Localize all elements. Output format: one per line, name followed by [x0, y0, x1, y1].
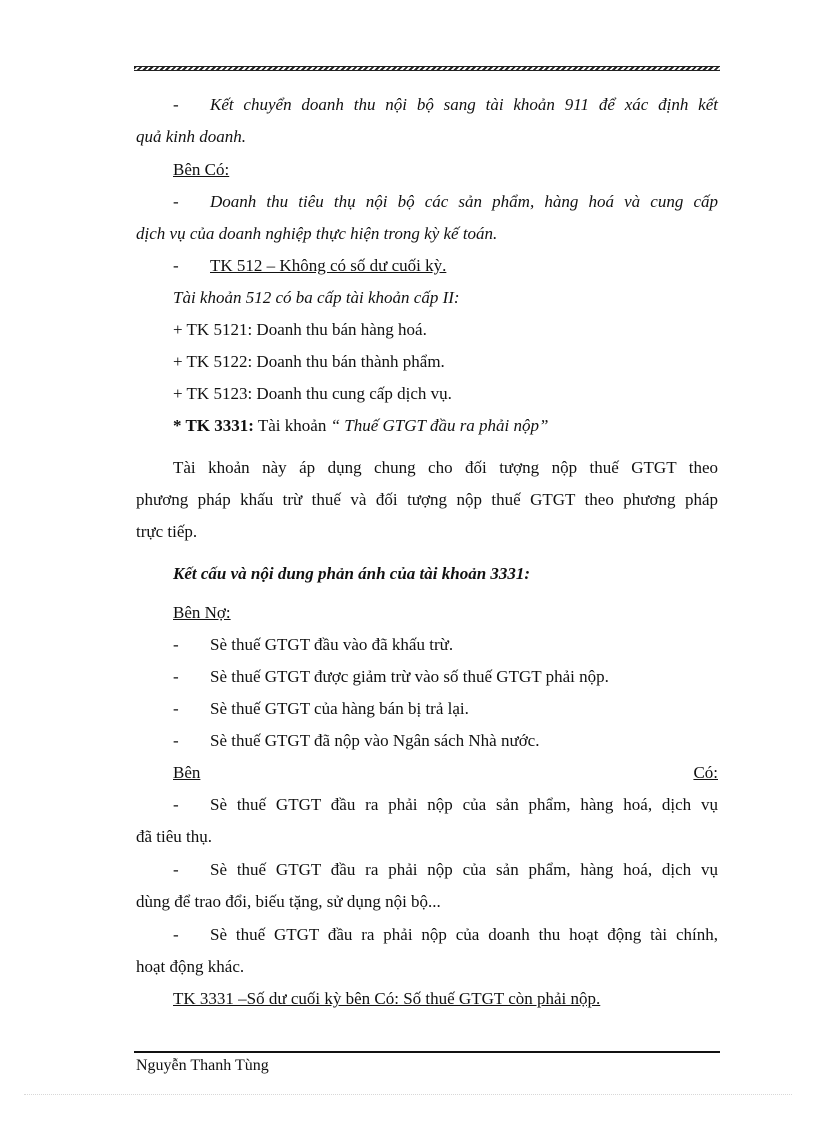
tk3331-title — [173, 415, 718, 437]
tk3331-balance-note: TK 3331 –Số dư cuối kỳ bên Có: Số thuế GTGT còn phải nộp. — [173, 989, 601, 1008]
bullet-item — [173, 94, 718, 116]
paragraph-line: phương pháp khấu trừ thuế và đối tượng nộp thuế GTGT theo phương pháp — [136, 490, 718, 509]
sub-account-5122: + TK 5122: Doanh thu bán thành phẩm. — [173, 352, 445, 371]
bullet-dash: - — [173, 699, 179, 718]
sub-account-5121: + TK 5121: Doanh thu bán hàng hoá. — [173, 320, 427, 339]
bullet-text: Sè thuế GTGT đầu ra phải nộp của sản phẩm, hàng hoá, dịch vụ — [210, 860, 718, 879]
bullet-dash: - — [173, 192, 179, 211]
bullet-item — [173, 730, 718, 752]
paragraph-continuation: hoạt động khác. — [136, 957, 245, 976]
bullet-text: Sè thuế GTGT đầu ra phải nộp của doanh thu hoạt động tài chính, — [210, 925, 718, 944]
bullet-item — [173, 924, 718, 946]
tk3331-name: “ Thuế GTGT đầu ra phải nộp” — [330, 416, 549, 435]
tk512-balance-note: TK 512 – Không có số dư cuối kỳ. — [210, 256, 447, 275]
tk3331-label: * TK 3331: — [173, 416, 254, 435]
ben-no-heading: Bên Nợ: — [173, 603, 231, 622]
bullet-dash: - — [173, 860, 179, 879]
paragraph-line: trực tiếp. — [136, 522, 198, 541]
ben-co-heading-justified — [173, 762, 718, 784]
bullet-dash: - — [173, 731, 179, 750]
tk512-levels-text: Tài khoản 512 có ba cấp tài khoản cấp II: — [173, 288, 460, 307]
footer-author: Nguyễn Thanh Tùng — [136, 1057, 269, 1074]
ben-word: Bên — [173, 763, 201, 782]
header-decorative-rule — [134, 66, 720, 71]
bullet-item — [173, 859, 718, 881]
bullet-item — [173, 634, 718, 656]
bullet-dash: - — [173, 256, 179, 275]
bullet-text: Sè thuế GTGT đầu ra phải nộp của sản phẩm, hàng hoá, dịch vụ — [210, 795, 718, 814]
bullet-dash: - — [173, 795, 179, 814]
bullet-text: Sè thuế GTGT được giảm trừ vào số thuế GTGT phải nộp. — [210, 667, 609, 686]
paragraph-line: Tài khoản này áp dụng chung cho đối tượng nộp thuế GTGT theo — [173, 458, 718, 477]
bullet-dash: - — [173, 95, 179, 114]
bullet-dash: - — [173, 667, 179, 686]
tk3331-prefix: Tài khoản — [253, 416, 331, 435]
sub-account-5123: + TK 5123: Doanh thu cung cấp dịch vụ. — [173, 384, 452, 403]
bullet-item — [173, 666, 718, 688]
structure-heading: Kết cấu và nội dung phản ánh của tài khoản 3331: — [173, 564, 531, 583]
paragraph-continuation: quả kinh doanh. — [136, 127, 247, 146]
bullet-text: Sè thuế GTGT đã nộp vào Ngân sách Nhà nước. — [210, 731, 540, 750]
page-bottom-border — [24, 1094, 792, 1095]
paragraph-continuation: dịch vụ của doanh nghiệp thực hiện trong kỳ kế toán. — [136, 224, 498, 243]
ben-co-heading: Bên Có: — [173, 160, 230, 179]
paragraph-text: Kết chuyển doanh thu nội bộ sang tài khoản 911 để xác định kết — [210, 95, 718, 114]
bullet-dash: - — [173, 925, 179, 944]
bullet-item — [173, 698, 718, 720]
bullet-dash: - — [173, 635, 179, 654]
bullet-item — [173, 794, 718, 816]
paragraph-continuation: dùng để trao đổi, biếu tặng, sử dụng nội bộ... — [136, 892, 441, 911]
bullet-text: Sè thuế GTGT đầu vào đã khấu trừ. — [210, 635, 454, 654]
paragraph-continuation: đã tiêu thụ. — [136, 827, 213, 846]
co-word: Có: — [693, 763, 718, 782]
bullet-item — [173, 255, 718, 277]
footer-rule — [134, 1051, 720, 1053]
bullet-item — [173, 191, 718, 213]
paragraph-text: Doanh thu tiêu thụ nội bộ các sản phẩm, hàng hoá và cung cấp — [210, 192, 718, 211]
bullet-text: Sè thuế GTGT của hàng bán bị trả lại. — [210, 699, 469, 718]
